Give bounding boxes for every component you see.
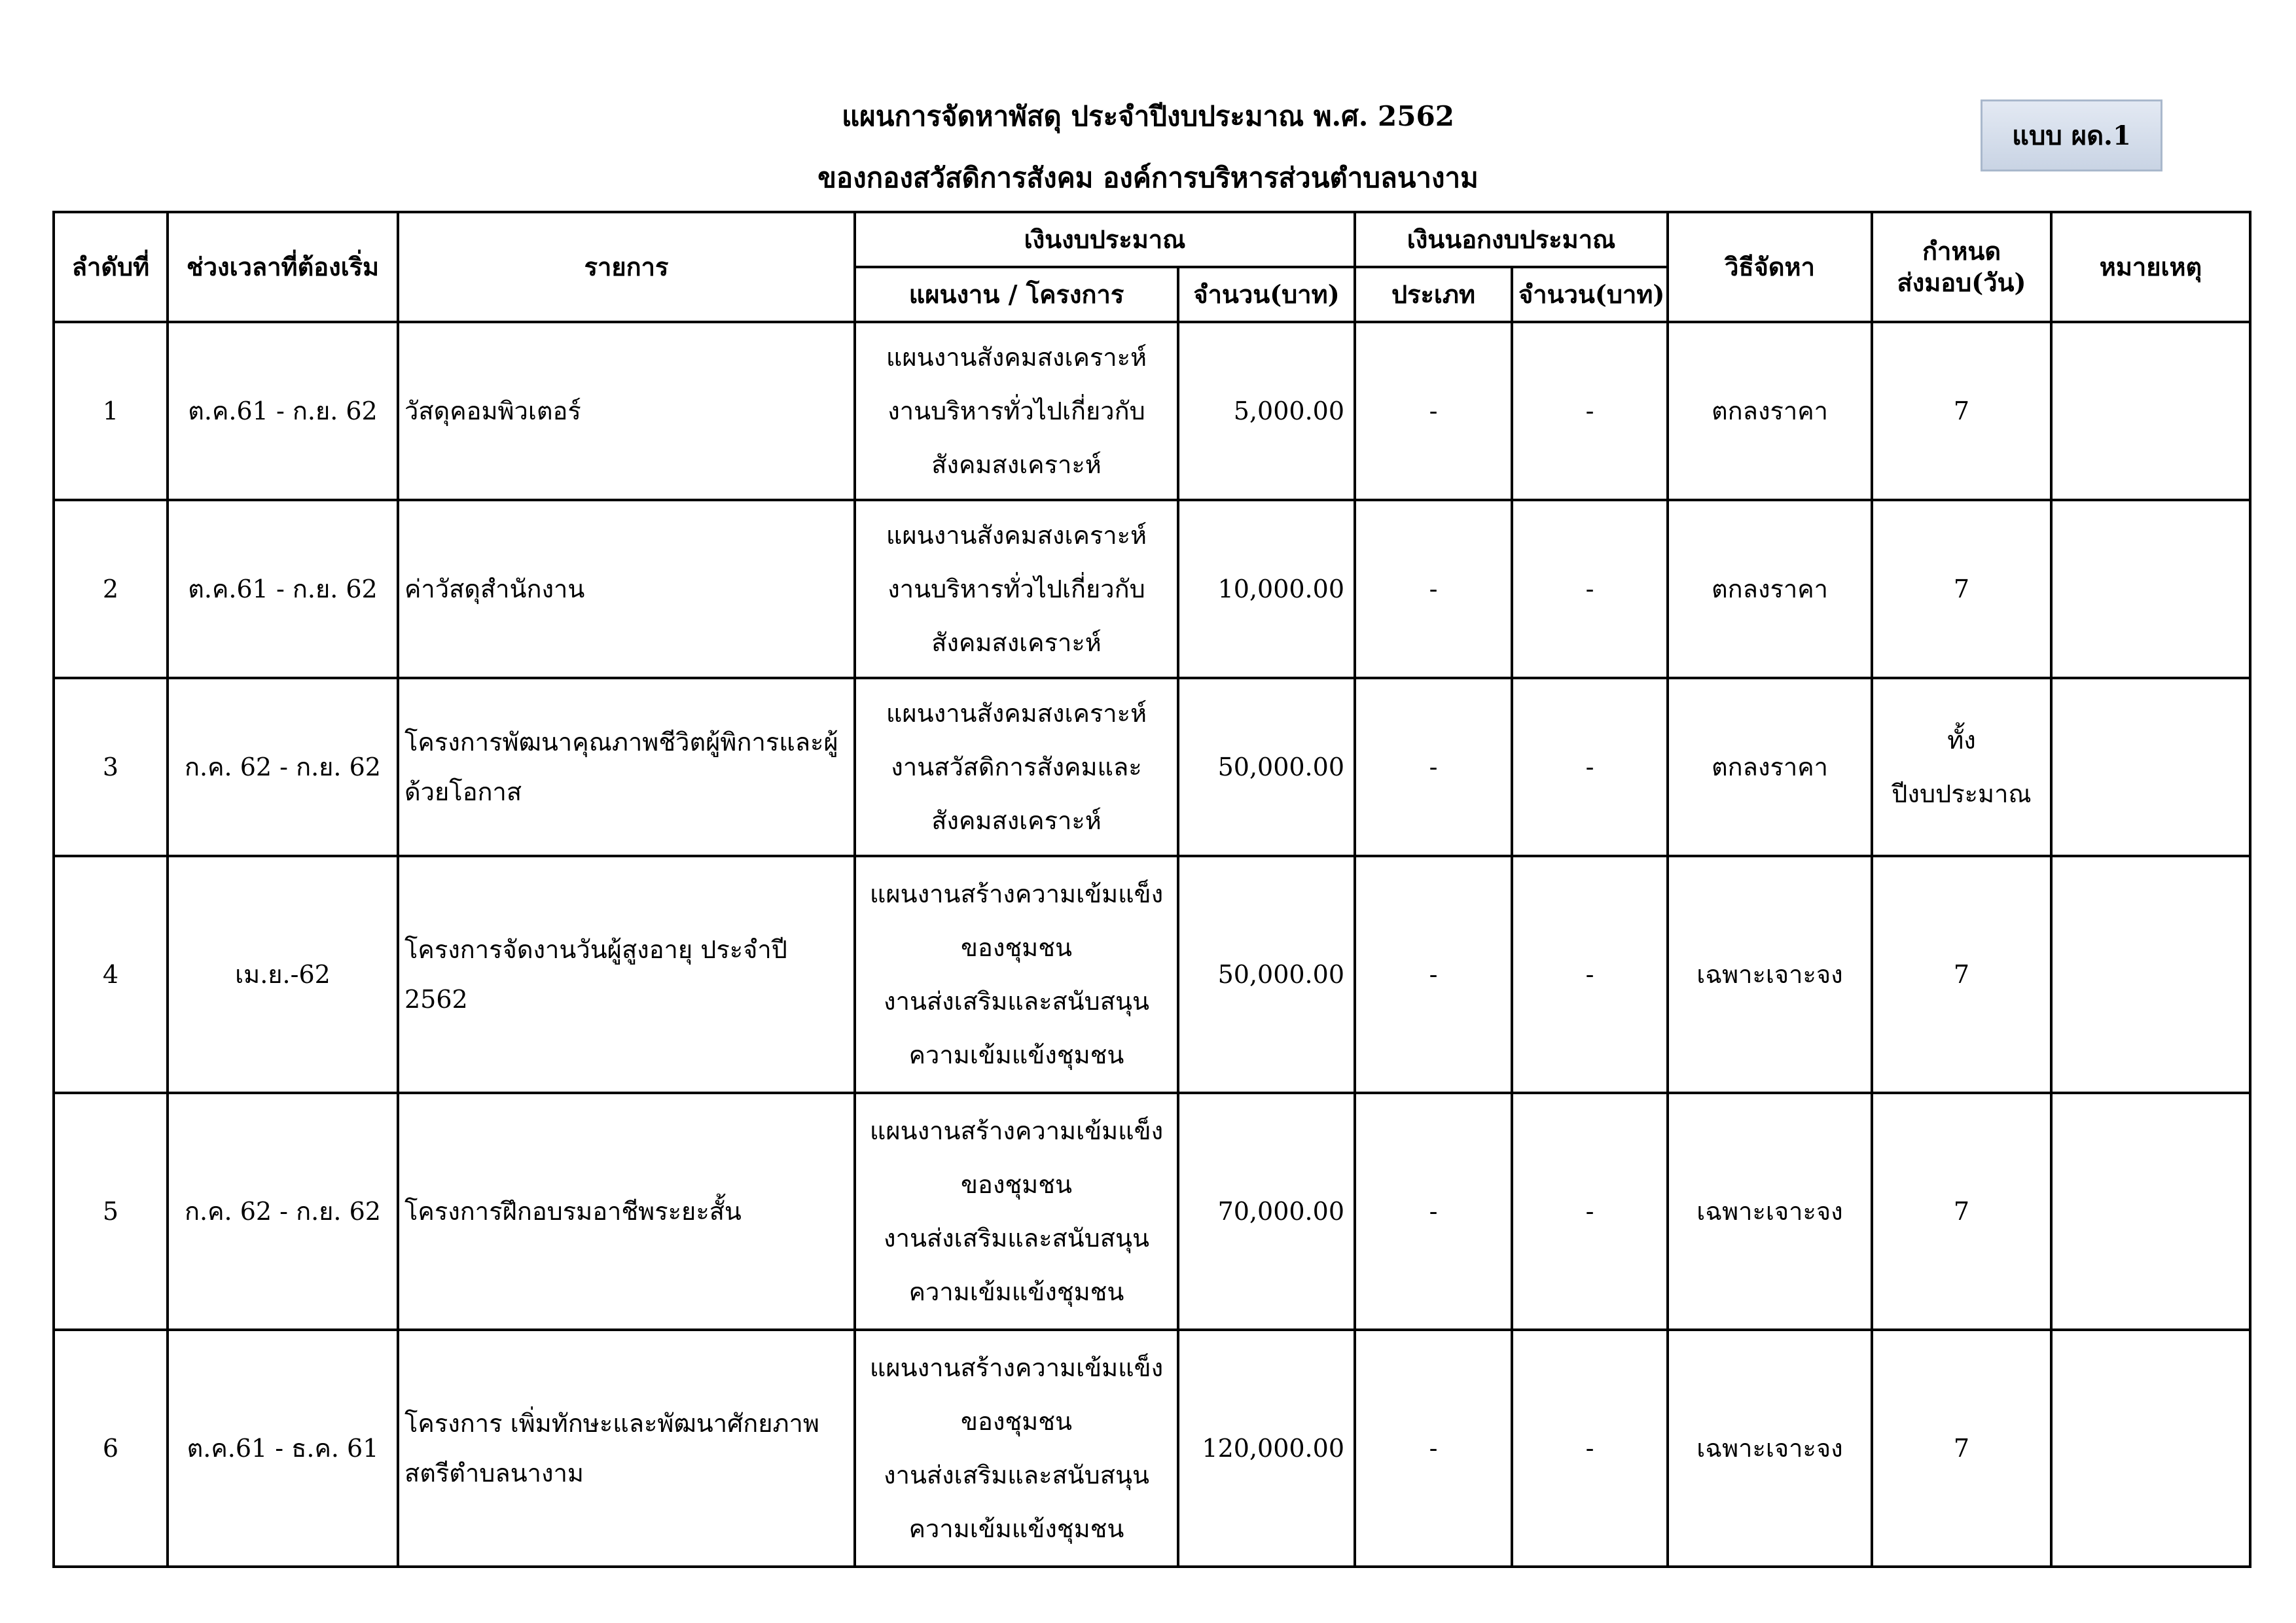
cell-program [855,500,1178,678]
cell-amount: 50,000.00 [1178,678,1355,856]
cell-item [398,1330,855,1567]
cell-method: ตกลงราคา [1668,322,1872,500]
item-line: วัสดุคอมพิวเตอร์ [404,397,581,425]
header-method: วิธีจัดหา [1668,212,1872,322]
header-no: ลำดับที่ [54,212,168,322]
cell-delivery: 7 [1872,500,2051,678]
cell-off-type: - [1355,856,1512,1093]
cell-amount: 70,000.00 [1178,1093,1355,1330]
header-delivery [1872,212,2051,322]
program-line: งานสวัสดิการสังคมและ [891,753,1142,781]
cell-period: ก.ค. 62 - ก.ย. 62 [168,678,398,856]
cell-delivery: ทั้งปีงบประมาณ [1872,678,2051,856]
item-line: ค่าวัสดุสำนักงาน [404,575,585,603]
cell-program [855,856,1178,1093]
program-line: งานส่งเสริมและสนับสนุน [884,987,1149,1016]
header-budget-program: แผนงาน / โครงการ [855,267,1178,322]
cell-off-amount: - [1512,500,1668,678]
cell-off-amount: - [1512,1093,1668,1330]
header-item: รายการ [398,212,855,322]
cell-remark [2051,500,2250,678]
cell-amount: 10,000.00 [1178,500,1355,678]
program-line: แผนงานสร้างความเข้มแข็ง [869,880,1164,908]
cell-no: 4 [54,856,168,1093]
cell-period: ต.ค.61 - ก.ย. 62 [168,322,398,500]
cell-remark [2051,856,2250,1093]
item-line: โครงการพัฒนาคุณภาพชีวิตผู้พิการและผู้ [404,728,838,757]
cell-delivery: 7 [1872,856,2051,1093]
program-line: ความเข้มแข้งชุมชน [908,1041,1124,1069]
cell-period: ต.ค.61 - ธ.ค. 61 [168,1330,398,1567]
program-line: งานส่งเสริมและสนับสนุน [884,1224,1149,1253]
cell-period: เม.ย.-62 [168,856,398,1093]
table-row [54,1093,2250,1330]
program-line: แผนงานสร้างความเข้มแข็ง [869,1116,1164,1145]
cell-amount: 120,000.00 [1178,1330,1355,1567]
cell-remark [2051,322,2250,500]
program-line: สังคมสงเคราะห์ [931,628,1102,657]
item-line: ด้วยโอกาส [404,777,522,806]
header-delivery-line2: ส่งมอบ(วัน) [1897,268,2026,297]
program-line: สังคมสงเคราะห์ [931,450,1102,479]
program-line: แผนงานสร้างความเข้มแข็ง [869,1353,1164,1382]
form-code-badge: แบบ ผด.1 [1981,99,2162,171]
cell-off-type: - [1355,1093,1512,1330]
document-title: แผนการจัดหาพัสดุ ประจำปีงบประมาณ พ.ศ. 2562 [842,100,1454,132]
cell-off-amount: - [1512,856,1668,1093]
item-line: โครงการฝึกอบรมอาชีพระยะสั้น [404,1197,742,1226]
header-budget: เงินงบประมาณ [855,212,1355,267]
program-line: งานบริหารทั่วไปเกี่ยวกับ [888,575,1145,603]
cell-period: ต.ค.61 - ก.ย. 62 [168,500,398,678]
table-row [54,1330,2250,1567]
header-offbudget-type: ประเภท [1355,267,1512,322]
program-line: ของชุมชน [961,1407,1072,1436]
program-line: ของชุมชน [961,933,1072,962]
header-remark: หมายเหตุ [2051,212,2250,322]
cell-remark [2051,678,2250,856]
cell-off-amount: - [1512,678,1668,856]
procurement-plan-table [52,211,2251,1568]
cell-item [398,500,855,678]
cell-amount: 5,000.00 [1178,322,1355,500]
cell-item [398,1093,855,1330]
cell-program [855,322,1178,500]
cell-method: เฉพาะเจาะจง [1668,1330,1872,1567]
item-line: โครงการจัดงานวันผู้สูงอายุ ประจำปี 2562 [404,935,787,1014]
table-row [54,500,2250,678]
cell-period: ก.ค. 62 - ก.ย. 62 [168,1093,398,1330]
cell-amount: 50,000.00 [1178,856,1355,1093]
program-line: งานบริหารทั่วไปเกี่ยวกับ [888,397,1145,425]
program-line: แผนงานสังคมสงเคราะห์ [886,521,1147,550]
item-line: โครงการ เพิ่มทักษะและพัฒนาศักยภาพ [404,1409,819,1438]
cell-program [855,1330,1178,1567]
cell-method: เฉพาะเจาะจง [1668,1093,1872,1330]
program-line: ความเข้มแข้งชุมชน [908,1277,1124,1306]
cell-off-amount: - [1512,1330,1668,1567]
header-period: ช่วงเวลาที่ต้องเริ่ม [168,212,398,322]
program-line: งานส่งเสริมและสนับสนุน [884,1461,1149,1489]
header-offbudget-amount: จำนวน(บาท) [1512,267,1668,322]
cell-program [855,678,1178,856]
cell-remark [2051,1093,2250,1330]
table-row [54,856,2250,1093]
header-delivery-line1: กำหนด [1922,236,2001,266]
cell-no: 2 [54,500,168,678]
cell-remark [2051,1330,2250,1567]
cell-program [855,1093,1178,1330]
table-row [54,322,2250,500]
cell-no: 5 [54,1093,168,1330]
cell-method: ตกลงราคา [1668,500,1872,678]
program-line: ความเข้มแข้งชุมชน [908,1514,1124,1543]
header-offbudget: เงินนอกงบประมาณ [1355,212,1668,267]
cell-delivery: 7 [1872,1093,2051,1330]
program-line: สังคมสงเคราะห์ [931,806,1102,835]
program-line: แผนงานสังคมสงเคราะห์ [886,343,1147,372]
cell-off-type: - [1355,322,1512,500]
cell-method: ตกลงราคา [1668,678,1872,856]
program-line: ของชุมชน [961,1170,1072,1199]
header-budget-amount: จำนวน(บาท) [1178,267,1355,322]
table-row [54,678,2250,856]
item-line: สตรีตำบลนางาม [404,1459,584,1488]
cell-item [398,322,855,500]
cell-delivery: 7 [1872,322,2051,500]
cell-no: 1 [54,322,168,500]
cell-no: 3 [54,678,168,856]
cell-off-type: - [1355,500,1512,678]
cell-item [398,856,855,1093]
cell-method: เฉพาะเจาะจง [1668,856,1872,1093]
cell-off-type: - [1355,678,1512,856]
cell-delivery: 7 [1872,1330,2051,1567]
cell-item [398,678,855,856]
cell-no: 6 [54,1330,168,1567]
document-subtitle: ของกองสวัสดิการสังคม องค์การบริหารส่วนตำบลนางาม [817,162,1479,194]
cell-off-amount: - [1512,322,1668,500]
program-line: แผนงานสังคมสงเคราะห์ [886,699,1147,728]
cell-off-type: - [1355,1330,1512,1567]
